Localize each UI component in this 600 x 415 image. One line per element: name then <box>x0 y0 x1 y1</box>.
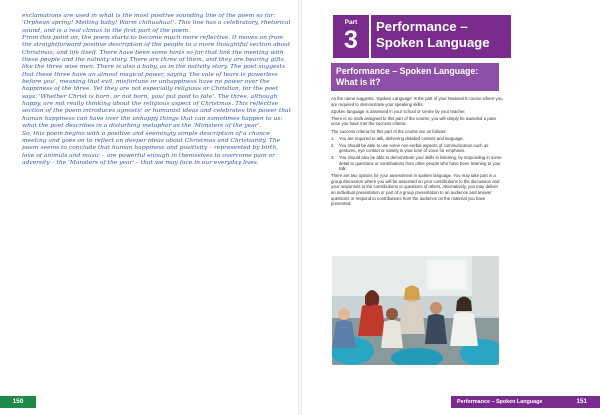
list-number: 2. <box>331 142 335 148</box>
handwritten-essay <box>22 12 292 166</box>
photo-illustration <box>332 256 499 365</box>
page-number-left: 150 <box>0 396 36 408</box>
essay-paragraph: exclamations are used in what is the most positive sounding line of the poem so far: 'Orphean spring! Melting baby! Warm chihuahua!'. This line has a celebratory, rhetorical sound, and is a real climax to the first part of the poem. <box>22 12 291 34</box>
list-text: You should also be able to demonstrate your skills in listening, by responding in some detail to questions or contributions from other people who have been listening to your talk. <box>339 155 502 172</box>
list-item <box>331 155 503 172</box>
list-number: 1. <box>331 135 335 141</box>
list-text: You are required to talk, delivering detailed content and language. <box>339 135 465 141</box>
group-discussion-photo <box>332 256 499 365</box>
part-badge <box>333 15 369 58</box>
section-heading: Performance – Spoken Language: What is it? <box>331 63 499 91</box>
part-number: 3 <box>344 26 358 54</box>
footer-bar <box>451 396 600 408</box>
part-label: Part <box>344 19 358 26</box>
essay-paragraph: So, this poem begins with a positive and seemingly simple description of a chance meeting and goes on to reflect on deeper ideas about Christmas and Christianity. The poem seems to conclude that human happiness and positivity – represented by birth, love of animals and music – are powerful enough in themselves to overcome pain or adversity – the 'Monsters of the year' – that we may face in our everyday lives. <box>22 129 281 166</box>
essay-paragraph: From this point on, the poem starts to become much more reflective. It moves on from the straightforward positive description of the people to a more thoughtful section about Christmas, and life itself. There have been some hints so far that link the meeting with these people and the nativity story. There are three of them, and they are bearing gifts, like the three wise men. There is also a baby, as in the nativity story. The poet suggests that these three have an almost magical power, saying 'the vale of tears is powerless before you', meaning that evil, misfortune or unhappiness have no power over the happiness of the three. Yet they are not especially religious or Christian, for the poet says: 'Whether Christ is born, or not born, you/ put paid to fate'. The three, although happy, are not really thinking about the religious aspect of Christmas. This reflective section of the poem introduces agnostic or humanist ideas and celebrates the power that human happiness can have over the unhappy things that can sometimes happen to us: what the poet describes in a disturbing metaphor as the 'Monsters of the year'. <box>22 34 291 130</box>
criteria-list <box>331 136 503 172</box>
body-paragraph: The success criteria for this part of the course are as follows: <box>331 128 447 134</box>
list-number: 3. <box>331 155 335 161</box>
footer-label: Performance – Spoken Language <box>457 399 543 405</box>
book-gutter <box>298 0 302 415</box>
body-paragraph: There are two options for your assessment in spoken language. You may take part in a group discussion where you will be assessed on your contributions to the discussion and your responses to the contributions or questions of others. Alternatively, you may deliver an individual presentation or part of a group presentation to an audience and answer questions or respond to contributions from the audience on the material you have presented. <box>331 173 500 207</box>
list-item <box>331 143 503 154</box>
body-paragraph: Spoken language is assessed in your school or centre by your teacher. <box>331 108 466 114</box>
list-text: You should be able to use some non-verbal aspects of communication such as gestures, eye contact or variety in your tone of voice for emphasis. <box>339 142 489 154</box>
body-paragraph: There is no mark assigned to this part of the course; you will simply be awarded a pass once you have met the success criteria. <box>331 115 497 127</box>
list-item <box>331 136 503 142</box>
chapter-title: Performance – Spoken Language <box>371 15 511 58</box>
body-paragraph: As the name suggests, 'Spoken Language' is the part of your National 5 course where you are required to demonstrate your speaking skills. <box>331 96 503 107</box>
page-number-right: 151 <box>576 398 587 405</box>
body-text <box>331 96 503 208</box>
